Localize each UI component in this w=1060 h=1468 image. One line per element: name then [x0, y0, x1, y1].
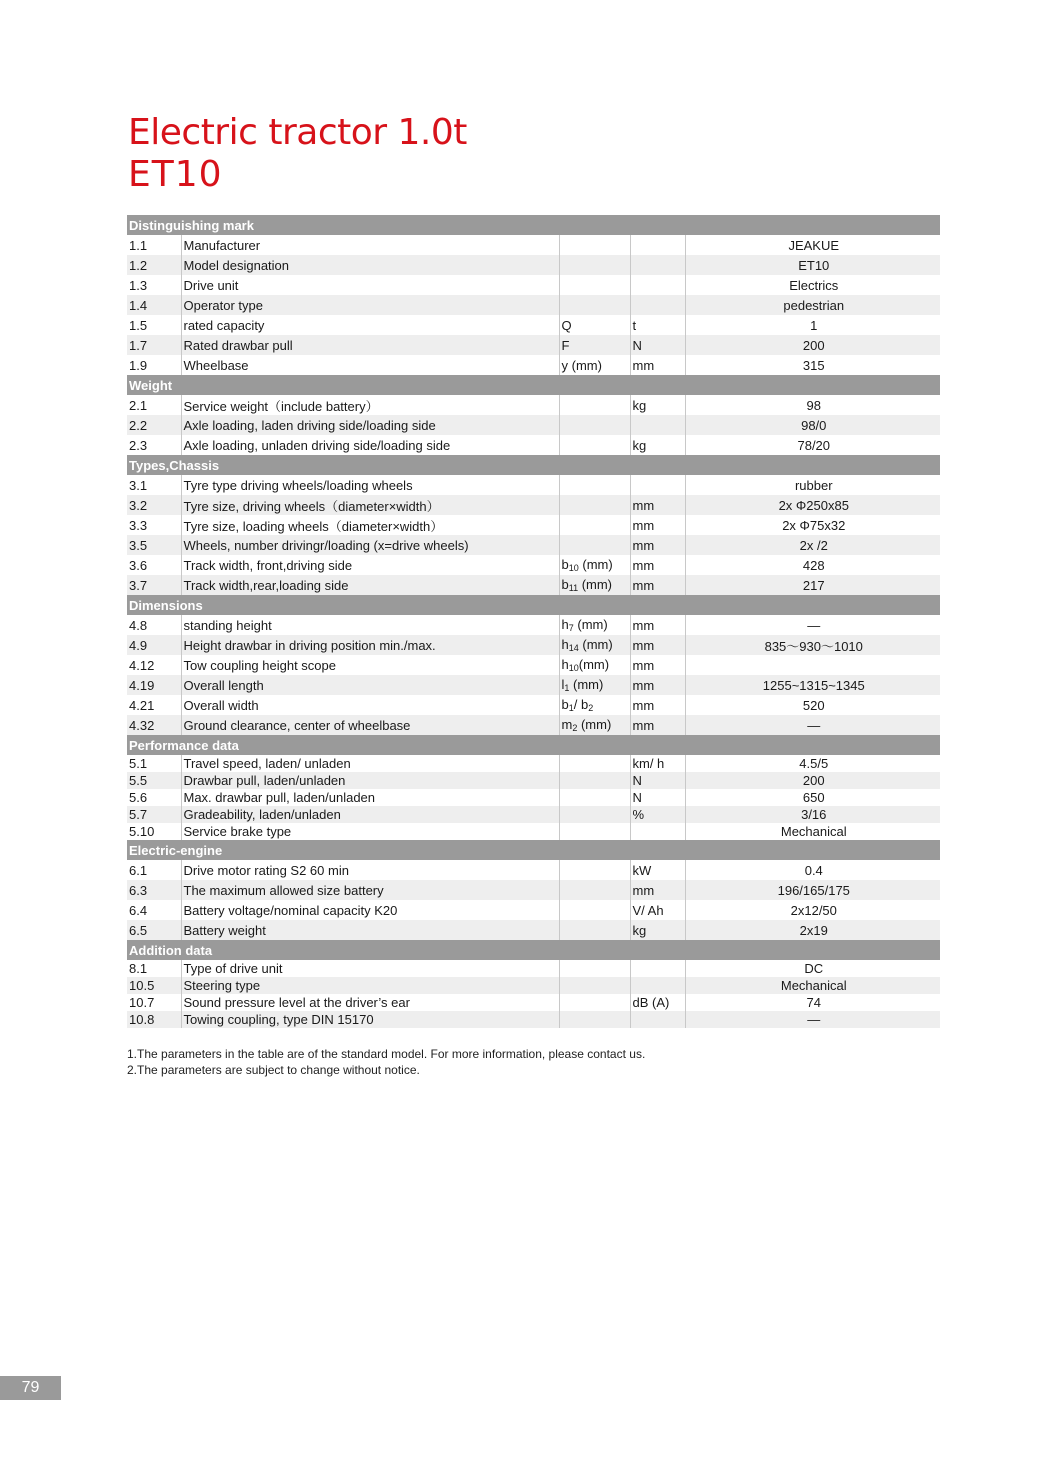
row-value: 74	[685, 994, 940, 1011]
table-row	[127, 994, 940, 1011]
row-id: 1.5	[129, 317, 148, 333]
section-title: Weight	[127, 375, 940, 395]
row-symbol	[559, 535, 630, 555]
row-symbol	[559, 695, 630, 715]
row-unit: kg	[630, 395, 685, 415]
row-unit	[630, 977, 685, 994]
row-unit	[630, 275, 685, 295]
section-header	[127, 375, 940, 395]
table-row	[127, 880, 940, 900]
row-value: 196/165/175	[685, 880, 940, 900]
row-value: 520	[685, 695, 940, 715]
table-row	[127, 395, 940, 415]
row-value: 2x19	[685, 920, 940, 940]
table-row	[127, 823, 940, 840]
row-value: ET10	[685, 255, 940, 275]
symbol-base: h	[561, 637, 569, 652]
row-unit: mm	[630, 355, 685, 375]
section-title: Electric-engine	[127, 840, 940, 860]
page-title	[128, 112, 467, 196]
row-value: 1	[685, 315, 940, 335]
row-symbol	[559, 495, 630, 515]
row-value: 3/16	[685, 806, 940, 823]
row-unit: kg	[630, 435, 685, 455]
row-value: Mechanical	[685, 977, 940, 994]
row-symbol	[559, 1011, 630, 1028]
symbol-tail: (mm)	[578, 657, 610, 672]
row-symbol: Q	[559, 315, 630, 335]
table-row	[127, 235, 940, 255]
footnotes	[127, 1046, 645, 1078]
row-description: Tyre size, loading wheels（diameter×width）	[181, 515, 559, 535]
row-id: 4.9	[127, 635, 181, 655]
row-description: Drive unit	[181, 275, 559, 295]
table-row	[127, 1011, 940, 1028]
page-number: 79	[0, 1376, 61, 1400]
section-title: Distinguishing mark	[127, 215, 940, 235]
row-symbol	[559, 395, 630, 415]
row-unit	[630, 255, 685, 275]
row-value: 200	[685, 335, 940, 355]
row-value: 428	[685, 555, 940, 575]
title-model: ET10	[128, 154, 223, 195]
row-description: standing height	[181, 615, 559, 635]
row-unit	[630, 960, 685, 977]
row-description: Rated drawbar pull	[181, 335, 559, 355]
row-description: Tow coupling height scope	[181, 655, 559, 675]
section-title: Dimensions	[127, 595, 940, 615]
row-symbol	[559, 475, 630, 495]
table-row	[127, 555, 940, 575]
table-row	[127, 515, 940, 535]
row-description: Max. drawbar pull, laden/unladen	[181, 789, 559, 806]
table-row	[127, 977, 940, 994]
row-unit: mm	[630, 715, 685, 735]
row-description: Track width, front,driving side	[181, 555, 559, 575]
row-description: Overall width	[181, 695, 559, 715]
row-unit: V/ Ah	[630, 900, 685, 920]
row-unit: mm	[630, 675, 685, 695]
row-value: 200	[685, 772, 940, 789]
row-value: rubber	[685, 475, 940, 495]
row-symbol	[559, 789, 630, 806]
row-symbol	[559, 920, 630, 940]
row-symbol	[559, 435, 630, 455]
row-unit: km/ h	[630, 755, 685, 772]
row-unit	[630, 475, 685, 495]
table-row	[127, 806, 940, 823]
row-description: Steering type	[181, 977, 559, 994]
row-value: 835～930～1010	[685, 635, 940, 655]
row-value: 2x12/50	[685, 900, 940, 920]
table-row	[127, 495, 940, 515]
row-id: 5.6	[129, 790, 148, 805]
table-row	[127, 415, 940, 435]
row-unit: mm	[630, 615, 685, 635]
row-description: Gradeability, laden/unladen	[181, 806, 559, 823]
row-id: 3.2	[127, 495, 181, 515]
row-symbol	[559, 515, 630, 535]
footnote: 2.The parameters are subject to change without notice.	[127, 1063, 420, 1077]
row-unit: N	[630, 789, 685, 806]
table-row	[127, 715, 940, 735]
row-id: 2.1	[129, 397, 148, 413]
row-id: 3.1	[129, 477, 148, 493]
section-header	[127, 595, 940, 615]
row-description: Travel speed, laden/ unladen	[181, 755, 559, 772]
table-row	[127, 315, 940, 335]
row-symbol	[559, 860, 630, 880]
row-value: Mechanical	[685, 823, 940, 840]
row-id: 1.2	[127, 255, 181, 275]
row-unit	[630, 823, 685, 840]
table-row	[127, 675, 940, 695]
table-row	[127, 755, 940, 772]
spec-table-body	[127, 215, 940, 1028]
row-description: Sound pressure level at the driver’s ear	[181, 994, 559, 1011]
section-title: Performance data	[127, 735, 940, 755]
row-unit: N	[630, 772, 685, 789]
row-id: 8.1	[129, 961, 148, 976]
row-value	[685, 655, 940, 675]
row-symbol	[559, 806, 630, 823]
row-id: 1.4	[127, 295, 181, 315]
row-unit: mm	[630, 495, 685, 515]
row-description: Ground clearance, center of wheelbase	[181, 715, 559, 735]
row-description: Battery weight	[181, 920, 559, 940]
section-header	[127, 840, 940, 860]
row-unit	[630, 1011, 685, 1028]
symbol-base: h	[561, 657, 569, 672]
table-row	[127, 615, 940, 635]
section-title: Types,Chassis	[127, 455, 940, 475]
row-unit: t	[630, 315, 685, 335]
row-unit: mm	[630, 655, 685, 675]
row-value: JEAKUE	[685, 235, 940, 255]
row-id: 5.5	[127, 772, 181, 789]
row-value: —	[685, 715, 940, 735]
symbol-subscript: 11	[568, 583, 579, 593]
row-value: DC	[685, 960, 940, 977]
row-id: 10.8	[127, 1011, 181, 1028]
table-row	[127, 575, 940, 595]
row-symbol	[559, 575, 630, 595]
table-row	[127, 355, 940, 375]
symbol-base: m	[561, 717, 573, 732]
row-id: 6.5	[127, 920, 181, 940]
row-symbol	[559, 295, 630, 315]
symbol-base: h	[561, 617, 569, 632]
section-title: Addition data	[127, 940, 940, 960]
row-symbol	[559, 823, 630, 840]
row-id: 3.3	[129, 517, 148, 533]
row-value: —	[685, 615, 940, 635]
symbol-subscript: 1	[568, 703, 574, 713]
row-value: 217	[685, 575, 940, 595]
row-id: 6.4	[129, 902, 148, 918]
row-id: 3.5	[127, 535, 181, 555]
section-header	[127, 735, 940, 755]
row-id: 1.9	[129, 357, 148, 373]
symbol-base: b	[561, 697, 569, 712]
row-unit: %	[630, 806, 685, 823]
row-id: 1.1	[129, 237, 148, 253]
spec-table	[127, 215, 940, 1028]
symbol-base: b	[561, 577, 569, 592]
row-symbol	[559, 255, 630, 275]
symbol-subscript: 10	[568, 663, 579, 673]
row-unit: kg	[630, 920, 685, 940]
symbol-subscript: 2	[588, 703, 594, 713]
row-symbol	[559, 675, 630, 695]
row-unit: mm	[630, 555, 685, 575]
row-id: 6.1	[129, 862, 148, 878]
row-symbol	[559, 235, 630, 255]
symbol-tail: (mm)	[578, 637, 613, 652]
row-value: 315	[685, 355, 940, 375]
section-header	[127, 215, 940, 235]
table-row	[127, 900, 940, 920]
row-description: Wheels, number drivingr/loading (x=drive wheels)	[181, 535, 559, 555]
row-symbol: F	[559, 335, 630, 355]
table-row	[127, 535, 940, 555]
row-description: Type of drive unit	[181, 960, 559, 977]
table-row	[127, 335, 940, 355]
table-row	[127, 255, 940, 275]
row-symbol	[559, 655, 630, 675]
row-unit: mm	[630, 695, 685, 715]
row-description: Towing coupling, type DIN 15170	[181, 1011, 559, 1028]
row-symbol	[559, 772, 630, 789]
table-row	[127, 789, 940, 806]
row-symbol	[559, 275, 630, 295]
row-value: 98/0	[685, 415, 940, 435]
row-id: 5.10	[129, 824, 155, 839]
table-row	[127, 772, 940, 789]
footnote: 1.The parameters in the table are of the standard model. For more information, please contact us.	[127, 1047, 646, 1061]
row-symbol	[559, 555, 630, 575]
symbol-tail: (mm)	[578, 557, 613, 572]
row-id: 3.7	[127, 575, 181, 595]
row-value: 98	[685, 395, 940, 415]
row-id: 2.2	[127, 415, 181, 435]
symbol-subscript: 14	[568, 643, 579, 653]
row-unit: mm	[630, 880, 685, 900]
table-row	[127, 695, 940, 715]
symbol-subscript: 2	[572, 723, 578, 733]
row-unit	[630, 415, 685, 435]
title-product: Electric tractor 1.0t	[128, 112, 467, 153]
row-unit: mm	[630, 535, 685, 555]
row-value: —	[685, 1011, 940, 1028]
table-row	[127, 635, 940, 655]
row-description: Manufacturer	[181, 235, 559, 255]
row-symbol	[559, 715, 630, 735]
row-unit	[630, 235, 685, 255]
symbol-tail: / b	[573, 697, 589, 712]
row-unit: dB (A)	[630, 994, 685, 1011]
row-description: Track width,rear,loading side	[181, 575, 559, 595]
row-id: 2.3	[129, 437, 148, 453]
row-symbol	[559, 900, 630, 920]
row-value: 1255~1315~1345	[685, 675, 940, 695]
row-description: rated capacity	[181, 315, 559, 335]
row-unit	[630, 295, 685, 315]
row-description: Service weight（include battery）	[181, 395, 559, 415]
row-value: Electrics	[685, 275, 940, 295]
row-symbol	[559, 755, 630, 772]
symbol-base: l	[561, 677, 565, 692]
row-symbol	[559, 635, 630, 655]
table-row	[127, 475, 940, 495]
table-row	[127, 295, 940, 315]
symbol-base: b	[561, 557, 569, 572]
row-id: 3.6	[129, 557, 148, 573]
row-description: Axle loading, unladen driving side/loading side	[181, 435, 559, 455]
row-value: 4.5/5	[685, 755, 940, 772]
row-id: 4.12	[129, 657, 155, 673]
row-id: 4.21	[129, 697, 155, 713]
row-description: Height drawbar in driving position min./max.	[181, 635, 559, 655]
row-description: Wheelbase	[181, 355, 559, 375]
row-value: 2x Φ75x32	[685, 515, 940, 535]
row-description: Model designation	[181, 255, 559, 275]
row-description: Operator type	[181, 295, 559, 315]
row-unit: mm	[630, 635, 685, 655]
row-value: pedestrian	[685, 295, 940, 315]
row-value: 2x Φ250x85	[685, 495, 940, 515]
row-description: Tyre type driving wheels/loading wheels	[181, 475, 559, 495]
row-id: 1.7	[127, 335, 181, 355]
row-unit: mm	[630, 515, 685, 535]
table-row	[127, 960, 940, 977]
row-unit: kW	[630, 860, 685, 880]
section-header	[127, 940, 940, 960]
row-id: 6.3	[127, 880, 181, 900]
symbol-tail: (mm)	[569, 677, 604, 692]
symbol-subscript: 10	[568, 563, 579, 573]
row-symbol	[559, 415, 630, 435]
row-value: 2x /2	[685, 535, 940, 555]
row-id: 4.32	[127, 715, 181, 735]
row-description: Service brake type	[181, 823, 559, 840]
row-symbol	[559, 960, 630, 977]
row-unit: N	[630, 335, 685, 355]
row-id: 4.19	[127, 675, 181, 695]
row-symbol	[559, 994, 630, 1011]
symbol-tail: (mm)	[578, 577, 613, 592]
row-id: 1.3	[129, 277, 148, 293]
row-description: Drive motor rating S2 60 min	[181, 860, 559, 880]
row-description: Drawbar pull, laden/unladen	[181, 772, 559, 789]
row-value: 0.4	[685, 860, 940, 880]
row-value: 650	[685, 789, 940, 806]
row-id: 10.7	[129, 995, 155, 1010]
table-row	[127, 435, 940, 455]
row-unit: mm	[630, 575, 685, 595]
row-value: 78/20	[685, 435, 940, 455]
row-description: Battery voltage/nominal capacity K20	[181, 900, 559, 920]
row-description: Tyre size, driving wheels（diameter×width）	[181, 495, 559, 515]
row-symbol	[559, 615, 630, 635]
symbol-subscript: 7	[568, 623, 574, 633]
row-symbol	[559, 880, 630, 900]
row-id: 4.8	[129, 617, 148, 633]
section-header	[127, 455, 940, 475]
table-row	[127, 920, 940, 940]
table-row	[127, 655, 940, 675]
symbol-subscript: 1	[564, 683, 570, 693]
symbol-tail: (mm)	[577, 717, 612, 732]
row-symbol	[559, 977, 630, 994]
row-description: Overall length	[181, 675, 559, 695]
table-row	[127, 275, 940, 295]
row-id: 10.5	[127, 977, 181, 994]
symbol-tail: (mm)	[573, 617, 608, 632]
row-description: The maximum allowed size battery	[181, 880, 559, 900]
row-description: Axle loading, laden driving side/loading side	[181, 415, 559, 435]
row-symbol: y (mm)	[559, 355, 630, 375]
row-id: 5.1	[129, 756, 148, 771]
row-id: 5.7	[127, 806, 181, 823]
table-row	[127, 860, 940, 880]
